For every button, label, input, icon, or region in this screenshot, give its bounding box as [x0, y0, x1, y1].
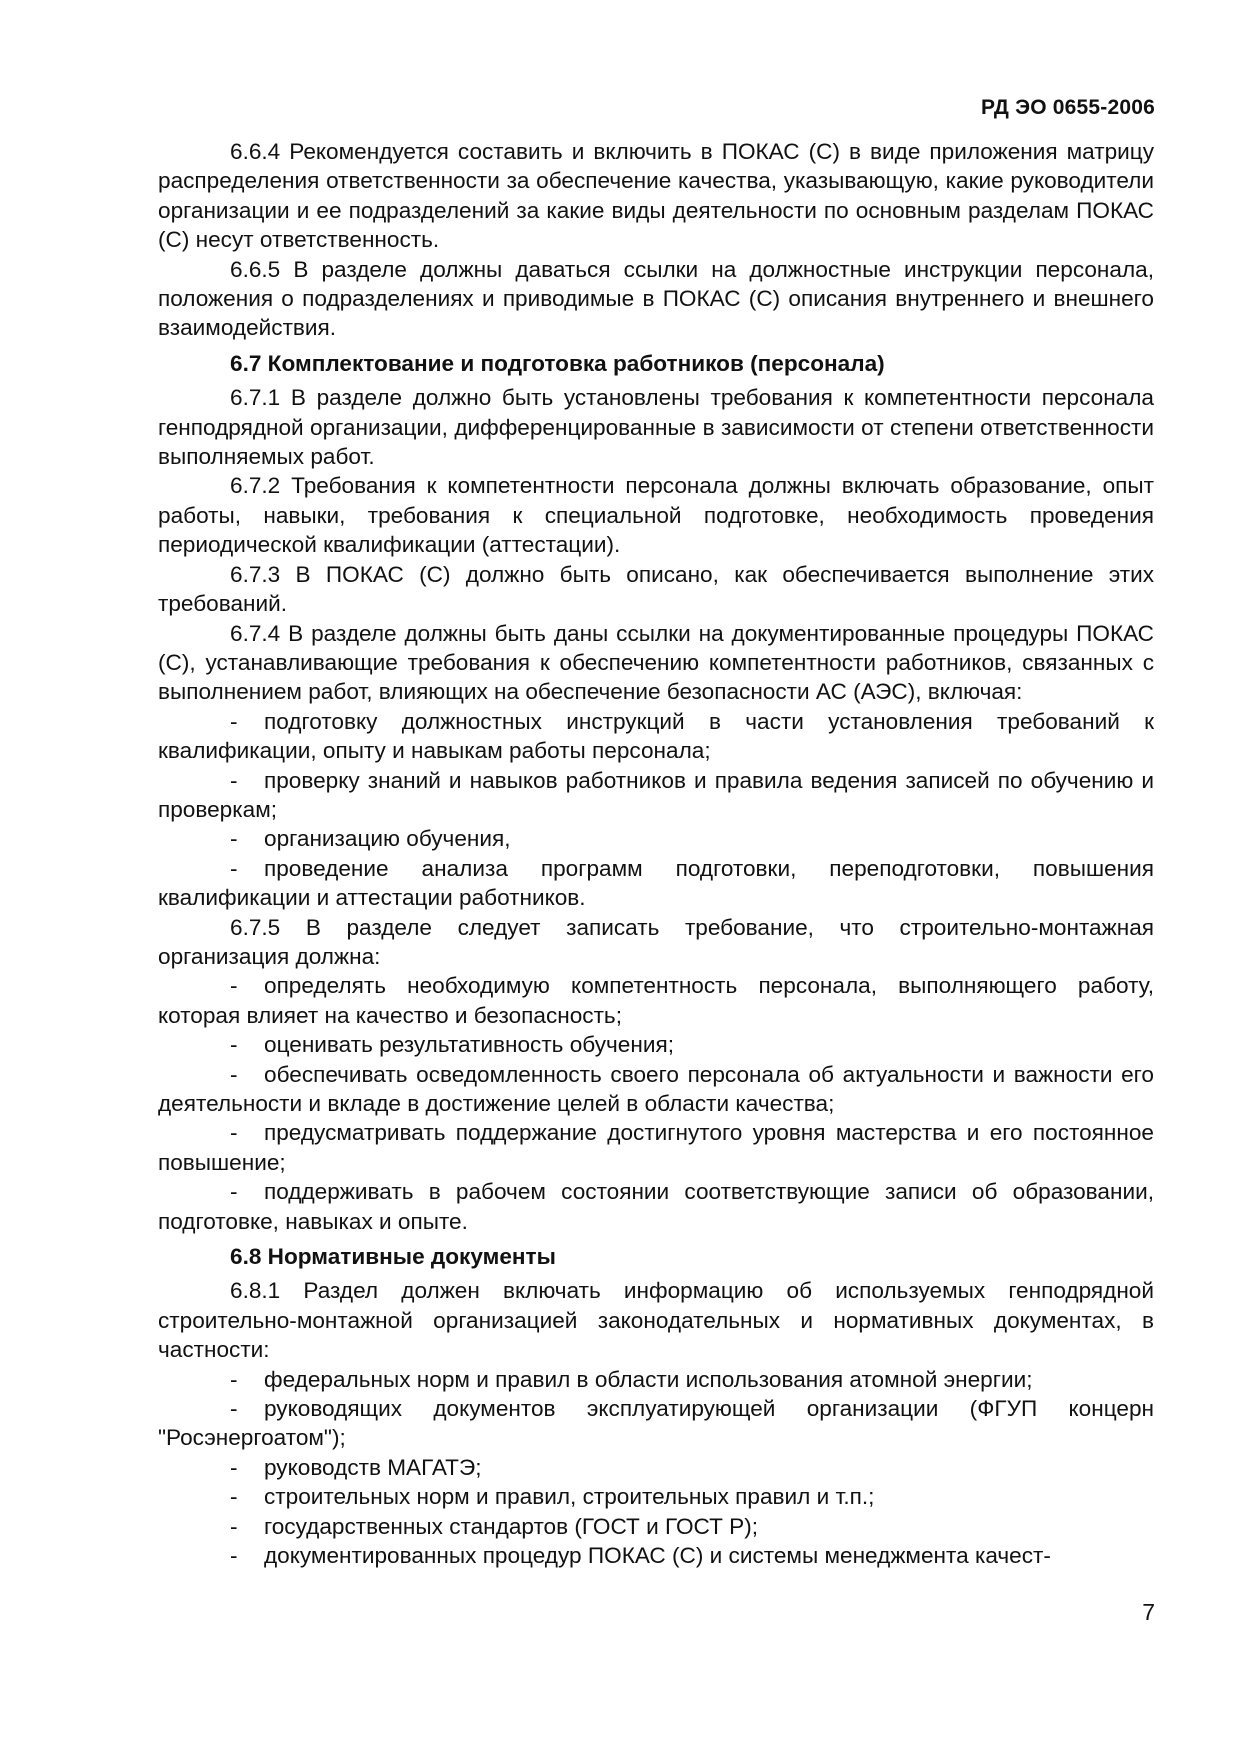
dash-marker: -	[230, 1032, 238, 1058]
list-item	[158, 1541, 1154, 1570]
document-body	[158, 137, 1154, 1571]
dash-marker: -	[230, 1543, 238, 1569]
paragraph-6-7-5: 6.7.5 В разделе следует записать требование, что строительно-монтажная организация должна:	[158, 914, 1154, 969]
list-item-text: руководств МАГАТЭ;	[264, 1454, 482, 1480]
list-item	[158, 1118, 1154, 1177]
dash-marker: -	[230, 1454, 238, 1480]
section-heading-6-8: 6.8 Нормативные документы	[230, 1244, 556, 1270]
document-code: РД ЭО 0655-2006	[980, 96, 1155, 119]
dash-marker: -	[230, 1179, 238, 1205]
list-item-text: федеральных норм и правил в области использования атомной энергии;	[264, 1366, 1033, 1392]
list-item	[158, 971, 1154, 1030]
dash-marker: -	[230, 1484, 238, 1510]
list-item-text: организацию обучения,	[264, 826, 511, 852]
dash-marker: -	[230, 1513, 238, 1539]
list-item-text: предусматривать поддержание достигнутого уровня мастерства и его постоянное повышение;	[158, 1120, 1154, 1175]
list-item-text: поддерживать в рабочем состоянии соответствующие записи об образовании, подготовке, навыках и опыте.	[158, 1179, 1154, 1234]
paragraph-6-6-5: 6.6.5 В разделе должны даваться ссылки на должностные инструкции персонала, положения о подразделениях и приводимые в ПОКАС (С) описания внутреннего и внешнего взаимодействия.	[158, 256, 1154, 341]
list-item-text: определять необходимую компетентность персонала, выполняющего работу, которая влияет на качество и безопасность;	[158, 973, 1154, 1028]
list-item	[158, 1512, 1154, 1541]
list-item	[158, 707, 1154, 766]
list-item-text: строительных норм и правил, строительных правил и т.п.;	[264, 1484, 875, 1510]
paragraph-6-7-2: 6.7.2 Требования к компетентности персонала должны включать образование, опыт работы, навыки, требования к специальной подготовке, необходимость проведения периодической квалификации (аттестации).	[158, 473, 1154, 558]
list-item	[158, 824, 1154, 853]
list-item	[158, 1060, 1154, 1119]
list-item	[158, 1030, 1154, 1059]
dash-marker: -	[230, 767, 238, 793]
section-heading-6-7: 6.7 Комплектование и подготовка работников (персонала)	[230, 350, 885, 376]
list-item	[158, 766, 1154, 825]
list-item	[158, 1365, 1154, 1394]
dash-marker: -	[230, 973, 238, 999]
list-item	[158, 1482, 1154, 1511]
list-item-text: руководящих документов эксплуатирующей организации (ФГУП концерн "Росэнергоатом");	[158, 1396, 1154, 1451]
list-item-text: подготовку должностных инструкций в части установления требований к квалификации, опыту и навыкам работы персонала;	[158, 708, 1154, 764]
list-item	[158, 854, 1154, 913]
paragraph-6-6-4: 6.6.4 Рекомендуется составить и включить в ПОКАС (С) в виде приложения матрицу распределения ответственности за обеспечение качества, указывающую, какие руководители организации и ее подразделений за какие виды деятельности по основным разделам ПОКАС (С) несут ответственность.	[158, 139, 1154, 253]
page-number: 7	[1142, 1599, 1155, 1625]
dash-marker: -	[230, 1396, 238, 1422]
list-item-text: оценивать результативность обучения;	[264, 1032, 674, 1058]
list-item-text: проведение анализа программ подготовки, переподготовки, повышения квалификации и аттестации работников.	[158, 855, 1154, 911]
dash-marker: -	[230, 1120, 238, 1146]
list-item-text: документированных процедур ПОКАС (С) и системы менеджмента качест-	[264, 1543, 1051, 1569]
dash-marker: -	[230, 1061, 238, 1087]
paragraph-6-7-3: 6.7.3 В ПОКАС (С) должно быть описано, как обеспечивается выполнение этих требований.	[158, 561, 1154, 617]
dash-marker: -	[230, 855, 238, 881]
paragraph-6-8-1: 6.8.1 Раздел должен включать информацию об используемых генподрядной строительно-монтажной организацией законодательных и нормативных документах, в частности:	[158, 1278, 1154, 1363]
list-item	[158, 1394, 1154, 1453]
list-item-text: проверку знаний и навыков работников и правила ведения записей по обучению и проверкам;	[158, 767, 1154, 822]
dash-marker: -	[230, 708, 238, 734]
list-item	[158, 1453, 1154, 1482]
paragraph-6-7-1: 6.7.1 В разделе должно быть установлены требования к компетентности персонала генподрядной организации, дифференцированные в зависимости от степени ответственности выполняемых работ.	[158, 385, 1154, 470]
paragraph-6-7-4: 6.7.4 В разделе должны быть даны ссылки на документированные процедуры ПОКАС (С), устанавливающие требования к обеспечению компетентности работников, связанных с выполнением работ, влияющих на обеспечение безопасности АС (АЭС), включая:	[158, 620, 1154, 705]
list-item-text: обеспечивать осведомленность своего персонала об актуальности и важности его деятельности и вкладе в достижение целей в области качества;	[158, 1061, 1154, 1116]
dash-marker: -	[230, 826, 238, 852]
list-item	[158, 1177, 1154, 1236]
dash-marker: -	[230, 1366, 238, 1392]
list-item-text: государственных стандартов (ГОСТ и ГОСТ Р);	[264, 1513, 759, 1539]
